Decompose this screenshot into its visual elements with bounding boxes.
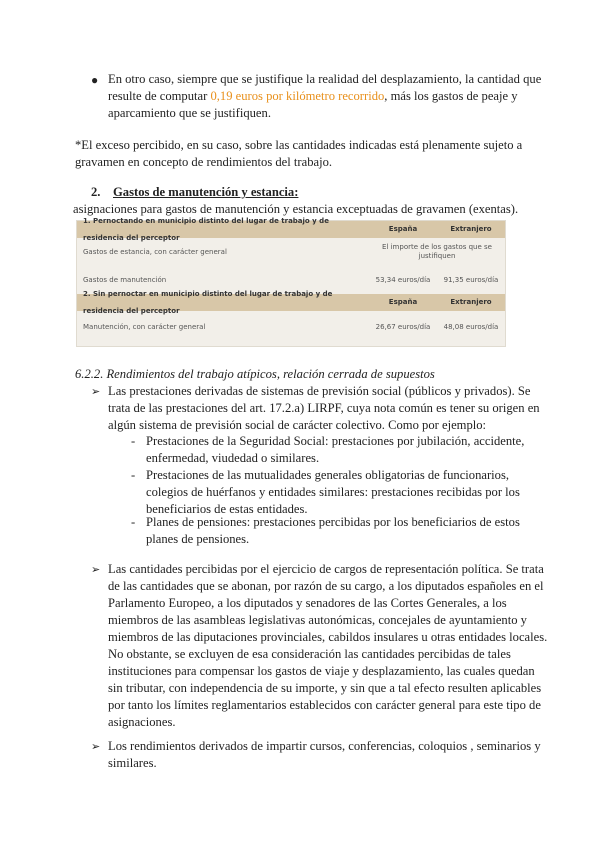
section-heading [91,184,298,201]
table-header-label: 1. Pernoctando en municipio distinto del lugar de trabajo y de residencia del perceptor [83,216,329,242]
allowance-table [76,216,506,347]
table-row [77,241,505,263]
table-cell-label: Manutención, con carácter general [83,322,206,331]
dash-bullet-icon: - [131,434,136,448]
list-item-text: Las cantidades percibidas por el ejercicio de cargos de representación política. Se trata de las cantidades que se abonan, por razón de su cargo, a los diputados españoles en el Parlamento Europeo, a los diputados y senadores de las Cortes Generales, a los miembros de las asambleas legislativas autonómicas, concejales de ayuntamiento y miembros de las diputaciones provinciales, cabildos insulares u otras entidades locales. No obstante, se excluyen de esa consideración las cantidades percibidas de tales instituciones para compensar los gastos de viaje y desplazamiento, las cuales quedan sin tributar, con independencia de su importe, y sin que a tal efecto resulten aplicables por tanto los límites reglamentarios establecidos con carácter general para este tipo de asignaciones. [108,562,548,729]
table-cell-value: 53,34 euros/día [375,275,431,284]
heading-number: 2. [91,185,101,199]
intro-text-before: En otro caso, siempre que se justifique la realidad del desplazamiento, la cantidad que resulte de computar [108,72,542,103]
heading-title: Gastos de manutención y estancia: [113,185,299,199]
sub-item-text: Prestaciones de las mutualidades generales obligatorias de funcionarios, colegios de huérfanos y entidades similares: prestaciones recibidas por los beneficiarios de estas entidades. [146,468,520,516]
arrow-bullet-icon: ➢ [91,740,101,753]
table-header-col2: Extranjero [450,298,492,306]
arrow-bullet-icon: ➢ [91,563,101,576]
table-cell-value: El importe de los gastos que se justifiquen [382,243,492,260]
intro-highlight: 0,19 euros por kilómetro recorrido [210,89,385,103]
bullet-icon: ● [91,73,99,87]
table-header-col1: España [388,298,418,306]
arrow-bullet-icon: ➢ [91,385,101,398]
subheading: asignaciones para gastos de manutención y estancia exceptuadas de gravamen (exentas). [73,202,519,216]
dash-bullet-icon: - [131,468,136,482]
table-row [77,318,505,336]
sub-item-text: Prestaciones de la Seguridad Social: prestaciones por jubilación, accidente, enfermedad, viudedad o similares. [146,434,525,465]
table-header-col2: Extranjero [450,225,492,233]
note-paragraph: *El exceso percibido, en su caso, sobre las cantidades indicadas está plenamente sujeto a gravamen en concepto de rendimientos del trabajo. [75,138,523,169]
subsection-title: 6.2.2. Rendimientos del trabajo atípicos, relación cerrada de supuestos [75,367,435,381]
table-cell-label: Gastos de estancia, con carácter general [83,247,227,256]
dash-bullet-icon: - [131,515,136,529]
sub-item-text: Planes de pensiones: prestaciones percibidas por los beneficiarios de estos planes de pensiones. [146,515,520,546]
list-item-text: Las prestaciones derivadas de sistemas de previsión social (públicos y privados). Se trata de las prestaciones del art. 17.2.a) LIRPF, cuya nota común es tener su origen en algún sistema de previsión social de carácter colectivo. Como por ejemplo: [108,384,540,432]
table-header-row [77,289,505,315]
table-cell-label: Gastos de manutención [83,275,167,284]
table-header-label: 2. Sin pernoctar en municipio distinto del lugar de trabajo y de residencia del perceptor [83,289,333,315]
table-header-row [77,216,505,242]
table-cell-value: 26,67 euros/día [375,322,431,331]
table-header-col1: España [388,225,418,233]
table-cell-value: 91,35 euros/día [443,275,499,284]
intro-paragraph [108,71,548,122]
table-cell-value: 48,08 euros/día [443,322,499,331]
list-item-text: Los rendimientos derivados de impartir cursos, conferencias, coloquios , seminarios y similares. [108,739,541,770]
intro-text-after: , más los gastos de peaje y aparcamiento que se justifiquen. [108,89,518,120]
